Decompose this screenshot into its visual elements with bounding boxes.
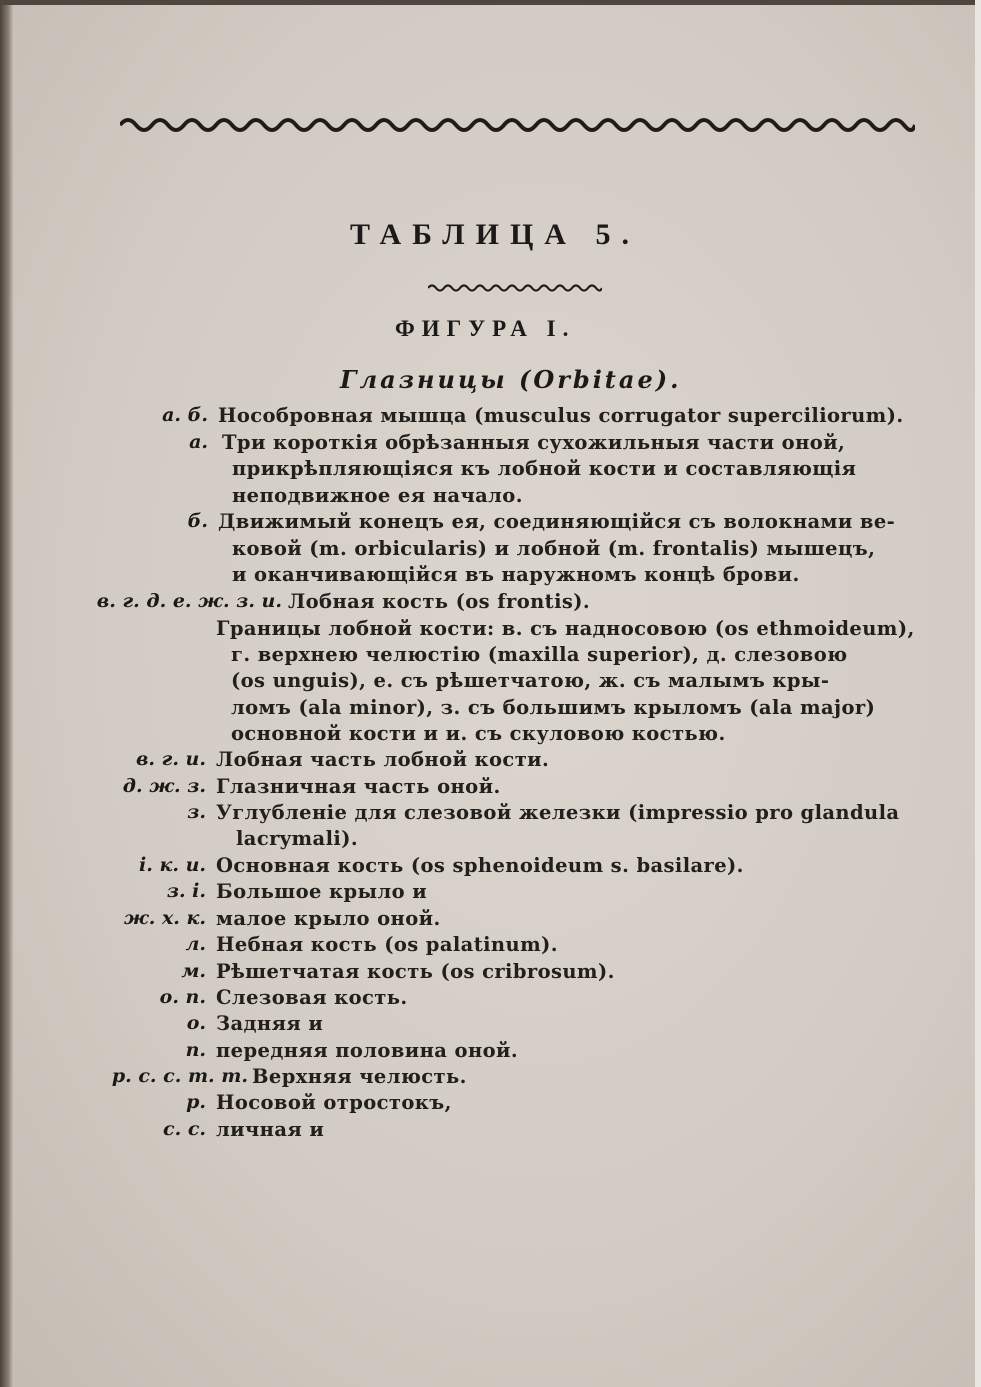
entry-text: г. верхнею челюстію (maxilla superior), д. слезовою <box>231 643 848 666</box>
entry-text: Лобная кость (os frontis). <box>288 590 591 613</box>
entry-label: в. г. и. <box>135 748 206 770</box>
entry-text: Носовой отростокъ, <box>216 1091 452 1114</box>
title-wave-ornament <box>428 282 602 294</box>
entry-text: основной кости и и. съ скуловою костью. <box>231 722 726 745</box>
entry-label: з. і. <box>166 880 206 902</box>
page-title: ТАБЛИЦА 5. <box>350 218 640 251</box>
header-wave-ornament <box>120 112 915 138</box>
entry-label: м. <box>181 960 206 982</box>
entry-text: lacrymali). <box>236 827 359 850</box>
entry-label: а. <box>189 431 208 453</box>
entry-text: личная и <box>216 1118 325 1141</box>
page-top-edge <box>0 0 981 5</box>
entry-label: р. с. с. т. т. <box>111 1065 248 1087</box>
entry-text: малое крыло оной. <box>216 907 441 930</box>
entry-text: (os unguis), е. съ рѣшетчатою, ж. съ малымъ кры- <box>231 669 830 692</box>
entry-text: передняя половина оной. <box>216 1039 519 1062</box>
entry-text: Глазничная часть оной. <box>216 775 501 798</box>
entry-label: р. <box>186 1091 206 1113</box>
entry-text: Три короткія обрѣзанныя сухожильныя части оной, <box>222 431 846 454</box>
entry-text: Лобная часть лобной кости. <box>216 748 550 771</box>
entry-label: о. п. <box>159 986 206 1008</box>
entry-label: о. <box>186 1012 206 1034</box>
entry-text: Углубленіе для слезовой железки (impressio pro glandula <box>216 801 900 824</box>
figure-heading: ФИГУРА I. <box>395 316 576 341</box>
entry-label: б. <box>187 510 208 532</box>
entry-label: а. б. <box>162 404 208 426</box>
entry-text: Небная кость (os palatinum). <box>216 933 558 956</box>
entry-text: Слезовая кость. <box>216 986 408 1009</box>
entry-label: ж. х. к. <box>123 907 206 929</box>
entry-text: Рѣшетчатая кость (os cribrosum). <box>216 960 615 983</box>
entry-text: ковой (m. orbicularis) и лобной (m. frontalis) мышецъ, <box>232 537 876 560</box>
entry-label: в. г. д. е. ж. з. и. <box>96 590 282 612</box>
entry-label: п. <box>185 1039 206 1061</box>
entry-text: Движимый конецъ ея, соединяющійся съ волокнами ве- <box>218 510 896 533</box>
entry-text: ломъ (ala minor), з. съ большимъ крыломъ (ala major) <box>231 696 876 719</box>
entry-text: неподвижное ея начало. <box>232 484 523 507</box>
entry-text: Задняя и <box>216 1012 324 1035</box>
entry-label: с. с. <box>163 1118 206 1140</box>
entry-label: л. <box>185 933 206 955</box>
page-gutter-shadow <box>0 0 14 1387</box>
entry-label: і. к. и. <box>139 854 206 876</box>
entry-text: прикрѣпляющіяся къ лобной кости и составляющія <box>232 457 857 480</box>
entry-text: Большое крыло и <box>216 880 428 903</box>
entry-text: Верхняя челюсть. <box>252 1065 467 1088</box>
entry-text: Границы лобной кости: в. съ надносовою (os ethmoideum), <box>216 617 915 640</box>
entry-label: д. ж. з. <box>122 775 206 797</box>
entry-text: и оканчивающійся въ наружномъ концѣ брови. <box>232 563 800 586</box>
section-subtitle: Глазницы (Orbitae). <box>340 365 682 394</box>
entry-text: Основная кость (os sphenoideum s. basilare). <box>216 854 744 877</box>
entry-label: з. <box>187 801 206 823</box>
page-right-edge <box>975 0 981 1387</box>
entry-text: Нособровная мышца (musculus corrugator superciliorum). <box>218 404 904 427</box>
